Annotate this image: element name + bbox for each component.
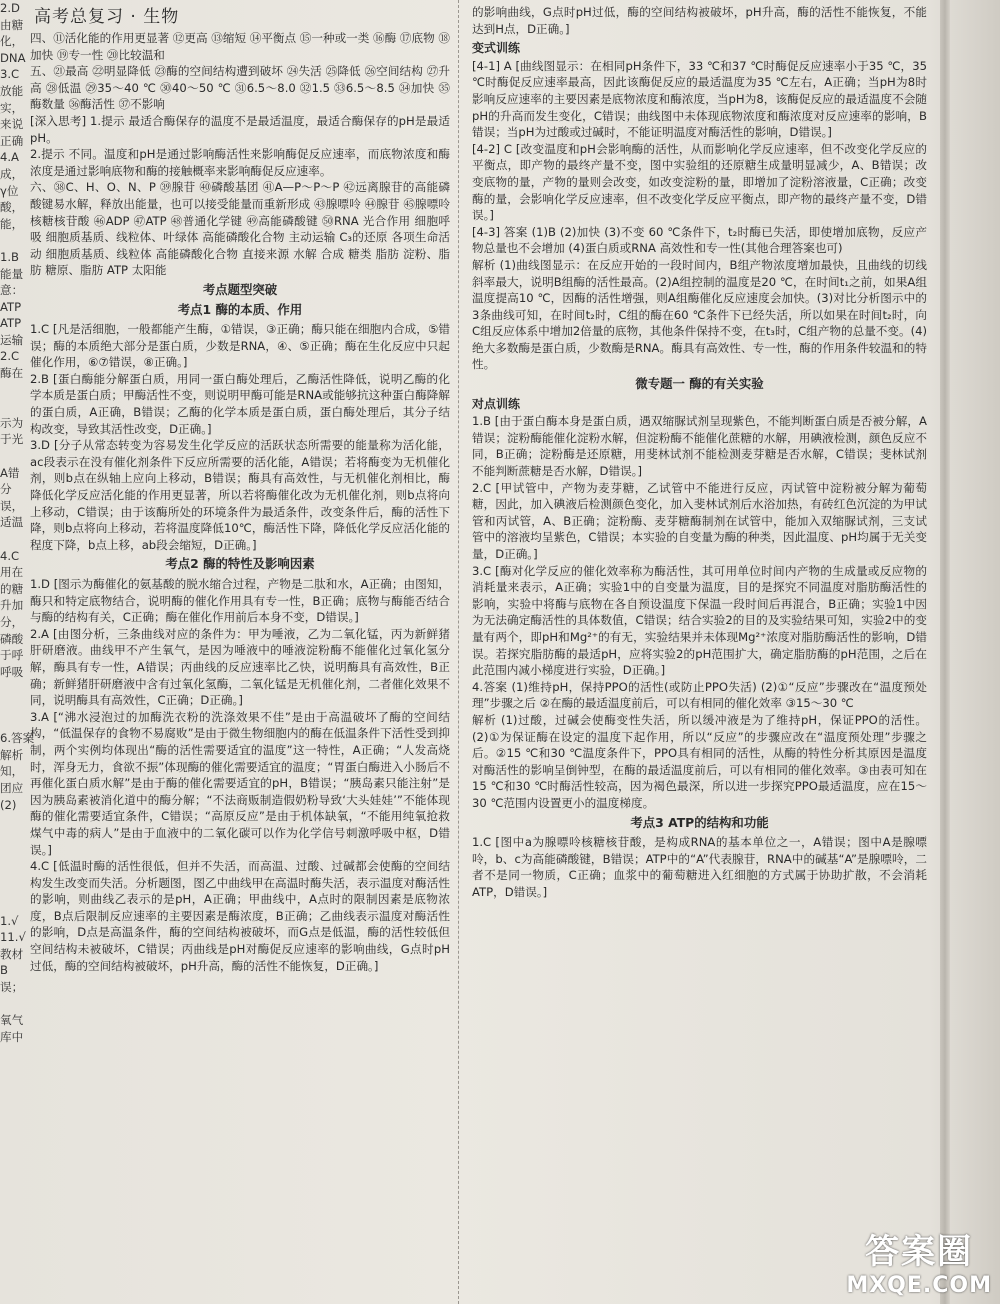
right-column <box>472 4 927 1300</box>
paragraph: 2.A [由图分析，三条曲线对应的条件为：甲为唾液，乙为二氧化锰，丙为新鲜猪肝研磨液。曲线甲不产生氧气，是因为唾液中的唾液淀粉酶不能催化过氧化氢分解，酶具有专一性，A错误；丙曲线的反应速率比乙快，说明酶具有高效性，B正确；新鲜猪肝研磨液中含有过氧化氢酶，二氧化锰是无机催化剂，二者催化效果不同，说明酶具有高效性，C正确；D正确。] <box>30 626 450 708</box>
edge-fragment: 氧气 <box>0 1013 24 1028</box>
edge-fragment: 2.D <box>0 1 20 15</box>
paragraph: 2.C [甲试管中，产物为麦芽糖，乙试管中不能进行反应，丙试管中淀粉被分解为葡萄糖，因此，加入碘液后检测颜色变化，加入斐林试剂后水浴加热，有砖红色沉淀的为甲试管和丙试管，A、B正确；淀粉酶、麦芽糖酶制剂在试管中，能加入双缩脲试剂，三支试管中的溶液均呈紫色，C错误；本实验的自变量为酶的种类，因此温度、pH均属于无关变量，D正确。] <box>472 480 927 561</box>
edge-fragment: ATP <box>0 316 22 331</box>
edge-fragment: 磷酸 <box>0 631 24 646</box>
watermark-line2: MXQE.COM <box>846 1273 992 1298</box>
edge-fragment: 适温 <box>0 515 24 530</box>
edge-fragment: 教材 <box>0 946 24 961</box>
paragraph: 四、⑪活化能的作用更显著 ⑫更高 ⑬缩短 ⑭平衡点 ⑮一种或一类 ⑯酶 ⑰底物 ⑱加快 ⑲专一性 ⑳比较温和 <box>30 31 450 62</box>
section-heading: 对点训练 <box>472 396 521 411</box>
edge-fragment: 实， <box>0 100 24 115</box>
section-heading: 变式训练 <box>472 41 521 56</box>
watermark-logo <box>846 1224 992 1298</box>
column-divider <box>458 0 459 1304</box>
paragraph: [深入思考] 1.提示 最适合酶保存的温度不是最适温度，最适合酶保存的pH是最适pH。 <box>30 113 450 145</box>
edge-fragment: 2.C <box>0 349 20 364</box>
edge-fragment: 3.C <box>0 67 20 82</box>
edge-fragment: 团应 <box>0 780 24 795</box>
paragraph: 3.A [“沸水浸泡过的加酶洗衣粉的洗涤效果不佳”是由于高温破坏了酶的空间结构，“低温保存的食物不易腐败”是由于微生物细胞内的酶在低温条件下活性受到抑制，两个实例均体现出“酶的活性需要适宜的温度”这一特性，A正确；“人发高烧时，浑身无力，食欲不振”体现酶的催化需要适宜的温度；“胃蛋白酶进入小肠后不再催化蛋白质水解”是由于酶的催化需要适宜的pH，B错误；“胰岛素只能注射”是因为胰岛素被消化道中的酶分解；“不法商贩制造假奶粉导致‘大头娃娃’”不能体现酶的催化需要适宜条件，C错误；“高原反应”是由于机体缺氧，“不能用纯氧抢救煤气中毒的病人”是由于血液中的二氧化碳可以作为化学信号刺激呼吸中枢，D错误。] <box>30 709 450 857</box>
edge-fragment: 能， <box>0 216 24 231</box>
section-heading: 考点2 酶的特性及影响因素 <box>165 556 315 572</box>
paragraph: 1.D [图示为酶催化的氨基酸的脱水缩合过程，产物是二肽和水，A正确；由图知，酶只和特定底物结合，说明酶的催化作用具有专一性，B正确；底物与酶能否结合与酶的结构有关，C正确；酶在催化作用前后本身不变，D错误。] <box>30 577 450 625</box>
paragraph: 2.提示 不同。温度和pH是通过影响酶活性来影响酶促反应速率，而底物浓度和酶浓度是通过影响底物和酶的接触概率来影响酶促反应速率。 <box>30 147 450 178</box>
paragraph: 1.C [凡是活细胞，一般都能产生酶，①错误，③正确；酶只能在细胞内合成，⑤错误；酶的本质绝大部分是蛋白质，少数是RNA，④、⑤正确；酶在生化反应中只起催化作用，⑥⑦错误，⑧正确。] <box>30 322 450 370</box>
paragraph: 1.C [图中a为腺嘌呤核糖核苷酸，是构成RNA的基本单位之一，A错误；图中A是腺嘌呤，b、c为高能磷酸键，B错误；ATP中的“A”代表腺苷，RNA中的碱基“A”是腺嘌呤，二者不是同一物质，C正确；血浆中的葡萄糖进入红细胞的方式属于协助扩散，不会消耗ATP，D错误。] <box>472 835 927 899</box>
edge-fragment: (2) <box>0 797 17 812</box>
page-header: 高考总复习 · 生物 <box>34 7 180 27</box>
edge-fragment: 库中 <box>0 1029 24 1044</box>
book-fold-shadow <box>940 0 950 1304</box>
paragraph: [4-2] C [改变温度和pH会影响酶的活性，从而影响化学反应速率，但不改变化学反应的平衡点，即产物的最终产量不变，图中实验组的还原糖生成量明显减少，A、B错误；改变底物的量，产物的量则会改变，如改变淀粉的量，即增加了淀粉溶液量，C正确；改变酶的量，会影响化学反应速率，但不改变化学反应平衡点，即产物的最终产量不变，D错误。] <box>472 141 927 223</box>
edge-fragment: 呼吸 <box>0 664 24 679</box>
edge-fragment: 分 <box>0 482 12 497</box>
edge-fragment: 解析 <box>0 747 24 762</box>
edge-fragment: 于光 <box>0 432 24 447</box>
edge-fragment: ATP <box>0 299 22 314</box>
edge-fragment: 升加 <box>0 598 24 613</box>
edge-fragment: 酸， <box>0 200 24 215</box>
edge-fragment: 由糖 <box>0 17 24 32</box>
paragraph: 4.答案 (1)维持pH，保持PPO的活性(或防止PPO失活) (2)①“反应”步骤改在“温度预处理”步骤之后 ②在酶的最适温度前后，可以有相同的催化效率 ③15～30 ℃ <box>472 679 927 711</box>
edge-fragment: 的糖 <box>0 581 24 596</box>
edge-fragment: 误， <box>0 498 24 513</box>
paragraph: 解析 (1)曲线图显示：在反应开始的一段时间内，B组产物浓度增加最快，且曲线的切线斜率最大，说明B组酶的活性最高。(2)A组控制的温度是20 ℃，在时间t₁之前，如果A组温度提高10 ℃，因酶的活性增强，则A组酶催化反应速度会加快。(3)对比分析图示中的3条曲线可知，在时间t₂时，C组的酶在60 ℃条件下已经失活，所以如果在时间t₂时，向C组反应体系中增加2倍量的底物，其他条件保持不变，在t₃时，C组产物的总量不变。(4)绝大多数酶是蛋白质，少数酶是RNA。酶具有高效性、专一性，酶的作用条件较温和的特性。 <box>472 257 927 372</box>
edge-fragment: 于呼 <box>0 648 24 663</box>
edge-fragment: 知， <box>0 764 24 779</box>
left-column <box>30 30 450 1300</box>
edge-fragment: 能量 <box>0 266 24 281</box>
edge-fragment: 1.B <box>0 249 20 264</box>
paragraph: 3.C [酶对化学反应的催化效率称为酶活性，其可用单位时间内产物的生成量或反应物的消耗量来表示，A正确；实验1中的自变量为温度，目的是探究不同温度对脂肪酶活性的影响，实验中将酶与底物在各自预设温度下保温一段时间后再混合，B正确；实验1中因为无法确定酶活性的具体数值，C错误；结合实验2的目的及实验结果可知，实验2中的变量有两个，即pH和Mg²⁺的有无，实验结果并未体现Mg²⁺浓度对脂肪酶活性的影响，D错误。若探究脂肪酶的最适pH，应将实验2的pH范围扩大，确定脂肪酶的pH范围，之后在此范围内减小梯度进行实验，D正确。] <box>472 563 927 678</box>
edge-fragment: 来说 <box>0 117 24 132</box>
edge-fragment: DNA <box>0 50 26 65</box>
edge-fragment: B <box>0 963 8 978</box>
section-heading: 考点1 酶的本质、作用 <box>177 301 303 317</box>
paragraph: 的影响曲线，G点时pH过低，酶的空间结构被破坏，pH升高，酶的活性不能恢复，不能达到H点，D正确。] <box>472 5 927 36</box>
paragraph: 五、㉑最高 ㉒明显降低 ㉓酶的空间结构遭到破坏 ㉔失活 ㉕降低 ㉖空间结构 ㉗升高 ㉘低温 ㉙35～40 ℃ ㉚40～50 ℃ ㉛6.5～8.0 ㉜1.5 ㉝6.5～8.5 ㉞加快 ㉟酶数量 ㊱酶活性 ㊲不影响 <box>30 64 450 112</box>
edge-fragment: γ位 <box>0 183 19 198</box>
paragraph: 3.D [分子从常态转变为容易发生化学反应的活跃状态所需要的能量称为活化能，ac段表示在没有催化剂条件下反应所需要的活化能，A错误；若将酶变为无机催化剂，则b点在纵轴上应向上移动，B错误；酶具有高效性，与无机催化剂相比，酶降低化学反应活化能的作用更显著，所以若将酶催化改为无机催化剂，则b点将向上移动，C错误；由于该酶所处的环境条件为最适条件，改变条件后，酶的活性下降，则b点将向上移动，若将温度降低10℃，酶活性下降，降低化学反应活化能的程度下降，b点上移，ab段会缩短，D正确。] <box>30 438 450 552</box>
edge-fragment: 分， <box>0 614 24 629</box>
edge-fragment: 1.√ <box>0 913 19 928</box>
section-heading: 考点题型突破 <box>202 281 278 297</box>
edge-fragment: 放能 <box>0 83 24 98</box>
edge-fragment: 成， <box>0 166 24 181</box>
edge-fragment: 化， <box>0 34 24 49</box>
paragraph: 4.C [低温时酶的活性很低，但并不失活，而高温、过酸、过碱都会使酶的空间结构发生改变而失活。分析题图，图乙中曲线甲在高温时酶失活，表示温度对酶活性的影响，则曲线乙表示的是pH，A正确；甲曲线中，A点时的限制因素是底物浓度，B点后限制反应速率的主要因素是酶浓度，B正确；乙曲线表示温度对酶活性的影响，D点是高温条件，酶的空间结构被破坏，而G点是低温，酶的活性较低但空间结构未被破坏，C错误；丙曲线是pH对酶促反应速率的影响曲线，G点时pH过低，酶的空间结构被破坏，pH升高，酶的活性不能恢复，D正确。] <box>30 859 450 973</box>
edge-fragment: A错 <box>0 465 20 480</box>
edge-fragment: 4.C <box>0 548 20 563</box>
paragraph: 1.B [由于蛋白酶本身是蛋白质，遇双缩脲试剂呈现紫色，不能判断蛋白质是否被分解，A错误；淀粉酶能催化淀粉水解，但淀粉酶不能催化蔗糖的水解，用碘液检测，颜色反应不同，B正确；淀粉酶是还原糖，用斐林试剂不能检测麦芽糖是否水解，C错误；斐林试剂不能判断蔗糖是否水解，D错误。] <box>472 414 927 479</box>
paragraph: 解析 (1)过酸，过碱会使酶变性失活，所以缓冲液是为了维持pH，保证PPO的活性。(2)①为保证酶在设定的温度下起作用，所以“反应”的步骤应改在“温度预处理”步骤之后。②15 ℃和30 ℃温度条件下，PPO具有相同的活性，从酶的特性分析其原因是温度对酶活性的影响呈倒钟型，在酶的最适温度前后，可以有相同的催化效率。③由表可知在15 ℃和30 ℃时酶活性较高，因为褐色最深，所以进一步探究PPO最适温度，应在15～30 ℃范围内设置更小的温度梯度。 <box>472 712 927 810</box>
paragraph: [4-3] 答案 (1)B (2)加快 (3)不变 60 ℃条件下，t₂时酶已失活，即使增加底物，反应产物总量也不会增加 (4)蛋白质或RNA 高效性和专一性(其他合理答案也可) <box>472 224 927 256</box>
edge-fragment: 4.A <box>0 150 19 165</box>
edge-fragment: 误； <box>0 980 24 995</box>
edge-fragment: 正确 <box>0 133 24 148</box>
section-heading: 微专题一 酶的有关实验 <box>635 376 764 392</box>
section-heading: 考点3 ATP的结构和功能 <box>630 814 769 830</box>
edge-fragment: 运输 <box>0 332 24 347</box>
edge-fragment: 酶在 <box>0 366 24 381</box>
paragraph: 六、㊳C、H、O、N、P ㊴腺苷 ㊵磷酸基团 ㊶A—P～P～P ㊷远离腺苷的高能磷酸键易水解，释放出能量，也可以接受能量而重新形成 ㊸腺嘌呤 ㊹腺苷 ㊺腺嘌呤核糖核苷酸 ㊻ADP ㊼ATP ㊽普通化学键 ㊾高能磷酸键 ㊿RNA 光合作用 细胞呼吸 细胞质基质、线粒体、叶绿体 高能磷酸化合物 主动运输 C₃的还原 各项生命活动 细胞质基质、线粒体 高能磷酸化合物 直接来源 水解 合成 糖类 脂肪 淀粉、脂肪 糖原、脂肪 ATP 太阳能 <box>30 180 450 278</box>
edge-fragment: 示为 <box>0 415 24 430</box>
edge-fragment: 6.答案 <box>0 731 35 746</box>
edge-fragment: 11.√ <box>0 930 26 945</box>
paragraph: 2.B [蛋白酶能分解蛋白质，用同一蛋白酶处理后，乙酶活性降低，说明乙酶的化学本质是蛋白质；甲酶活性不变，则说明甲酶可能是RNA或能够抗这种蛋白酶降解的蛋白质，A正确，B错误；乙酶的化学本质是蛋白质，蛋白酶处理后，其分子结构改变，导致其活性改变，D正确。] <box>30 371 450 436</box>
watermark-line1: 答案圈 <box>865 1232 974 1272</box>
edge-fragment: 意： <box>0 283 24 298</box>
edge-fragment: 用在 <box>0 565 24 580</box>
paragraph: [4-1] A [曲线图显示：在相同pH条件下，33 ℃和37 ℃时酶促反应速率小于35 ℃，35 ℃时酶促反应速率最高，因此该酶促反应的最适温度为35 ℃左右，A正确；当pH为8时影响反应速率的主要因素是底物浓度和酶浓度，当pH为8，该酶促反应的最适温度不会随pH的升高而发生变化，C错误；曲线图中未体现底物浓度和酶浓度对反应速率的影响，B错误；当pH为过酸或过碱时，不能证明温度对酶活性的影响，D错误。] <box>472 58 927 140</box>
